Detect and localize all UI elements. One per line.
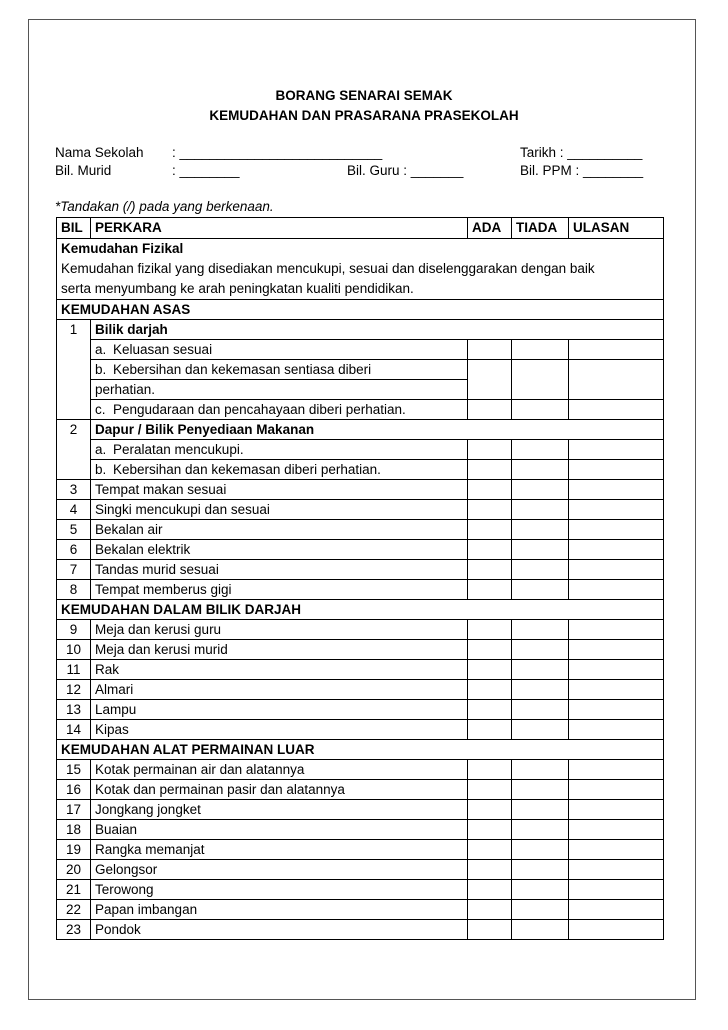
row-text: Tempat memberus gigi [91,580,468,600]
row-bil: 7 [57,560,91,580]
row-bil: 1 [57,320,91,420]
ulasan-cell[interactable] [569,400,664,420]
ulasan-cell[interactable] [569,880,664,900]
ulasan-cell[interactable] [569,860,664,880]
ada-cell[interactable] [468,620,512,640]
row-bil: 18 [57,820,91,840]
section-row [57,600,664,620]
ada-cell[interactable] [468,880,512,900]
ada-cell[interactable] [468,860,512,880]
row-text: Tempat makan sesuai [91,480,468,500]
tiada-cell[interactable] [512,860,569,880]
tiada-cell[interactable] [512,580,569,600]
nama-sekolah-label: Nama Sekolah [55,145,144,160]
sub-label: b. [95,462,107,477]
ada-cell[interactable] [468,640,512,660]
row-bil: 6 [57,540,91,560]
ada-cell[interactable] [468,480,512,500]
ada-cell[interactable] [468,680,512,700]
section-row [57,300,664,320]
section-permainan-luar: KEMUDAHAN ALAT PERMAINAN LUAR [57,740,664,760]
row-bil: 11 [57,660,91,680]
checklist-table [56,217,664,940]
tiada-cell[interactable] [512,400,569,420]
section-asas: KEMUDAHAN ASAS [57,300,664,320]
tiada-cell[interactable] [512,920,569,940]
table-row [57,640,664,660]
tiada-cell[interactable] [512,800,569,820]
sub-label: b. [95,362,107,377]
item-title: Bilik darjah [91,320,664,340]
ada-cell[interactable] [468,580,512,600]
row-text: Kipas [91,720,468,740]
row-bil: 8 [57,580,91,600]
ulasan-cell[interactable] [569,480,664,500]
tiada-cell[interactable] [512,680,569,700]
ada-cell[interactable] [468,460,512,480]
tiada-cell[interactable] [512,500,569,520]
table-row [57,860,664,880]
row-bil: 3 [57,480,91,500]
sub-item [91,400,468,420]
ulasan-cell[interactable] [569,460,664,480]
tiada-cell[interactable] [512,820,569,840]
ulasan-cell[interactable] [569,540,664,560]
sub-label: a. [95,442,107,457]
row-text: Rak [91,660,468,680]
tiada-cell[interactable] [512,460,569,480]
ada-cell[interactable] [468,800,512,820]
ulasan-cell[interactable] [569,620,664,640]
tiada-cell[interactable] [512,540,569,560]
row-bil: 10 [57,640,91,660]
sub-text: Kebersihan dan kekemasan sentiasa diberi [113,362,372,377]
table-row [57,820,664,840]
ada-cell[interactable] [468,780,512,800]
ada-cell[interactable] [468,900,512,920]
table-row [57,680,664,700]
row-text: Lampu [91,700,468,720]
ulasan-cell[interactable] [569,720,664,740]
table-row [57,580,664,600]
tiada-cell[interactable] [512,560,569,580]
table-row [57,400,664,420]
ada-cell[interactable] [468,540,512,560]
ulasan-cell[interactable] [569,840,664,860]
table-row [57,900,664,920]
fizikal-desc-2: serta menyumbang ke arah peningkatan kualiti pendidikan. [61,281,414,296]
ulasan-cell[interactable] [569,660,664,680]
sub-text: Kebersihan dan kekemasan diberi perhatian. [113,462,381,477]
row-text: Jongkang jongket [91,800,468,820]
ada-cell[interactable] [468,360,512,400]
row-text: Buaian [91,820,468,840]
table-row [57,460,664,480]
ada-cell[interactable] [468,760,512,780]
table-row [57,720,664,740]
instruction-note: *Tandakan (/) pada yang berkenaan. [55,199,274,214]
table-row [57,560,664,580]
ulasan-cell[interactable] [569,780,664,800]
nama-sekolah-field[interactable]: : ___________________________ [172,145,383,160]
ada-cell[interactable] [468,340,512,360]
header-row [57,218,664,239]
ada-cell[interactable] [468,500,512,520]
row-text: Papan imbangan [91,900,468,920]
row-text: Bekalan air [91,520,468,540]
ulasan-cell[interactable] [569,520,664,540]
header-ulasan: ULASAN [569,218,664,239]
row-text: Bekalan elektrik [91,540,468,560]
tiada-cell[interactable] [512,360,569,400]
table-row [57,880,664,900]
row-bil: 14 [57,720,91,740]
ulasan-cell[interactable] [569,900,664,920]
row-bil: 12 [57,680,91,700]
sub-text: Pengudaraan dan pencahayaan diberi perhatian. [113,402,406,417]
section-bilik-darjah: KEMUDAHAN DALAM BILIK DARJAH [57,600,664,620]
tarikh-field[interactable]: Tarikh : __________ [520,145,643,160]
sub-item [91,360,468,380]
form-title: BORANG SENARAI SEMAK [275,88,453,103]
ulasan-cell[interactable] [569,500,664,520]
table-row [57,440,664,460]
row-bil: 2 [57,420,91,480]
tiada-cell[interactable] [512,700,569,720]
row-bil: 19 [57,840,91,860]
sub-label: c. [95,402,106,417]
ulasan-cell[interactable] [569,360,664,400]
row-text: Kotak dan permainan pasir dan alatannya [91,780,468,800]
row-text: Gelongsor [91,860,468,880]
row-bil: 9 [57,620,91,640]
ada-cell[interactable] [468,920,512,940]
header-bil: BIL [57,218,91,239]
ada-cell[interactable] [468,820,512,840]
tiada-cell[interactable] [512,340,569,360]
tiada-cell[interactable] [512,880,569,900]
ulasan-cell[interactable] [569,800,664,820]
bil-guru-field[interactable]: Bil. Guru : _______ [347,163,464,178]
ulasan-cell[interactable] [569,700,664,720]
row-bil: 16 [57,780,91,800]
header-tiada: TIADA [512,218,569,239]
sub-text: Keluasan sesuai [113,342,213,357]
bil-ppm-field[interactable]: Bil. PPM : ________ [520,163,644,178]
ada-cell[interactable] [468,400,512,420]
table-row [57,760,664,780]
sub-item [91,460,468,480]
ulasan-cell[interactable] [569,440,664,460]
row-bil: 22 [57,900,91,920]
ulasan-cell[interactable] [569,920,664,940]
table-row [57,340,664,360]
table-row [57,780,664,800]
fizikal-row [57,239,664,300]
table-row [57,800,664,820]
row-bil: 20 [57,860,91,880]
table-row [57,660,664,680]
tiada-cell[interactable] [512,720,569,740]
bil-murid-field[interactable]: : ________ [172,163,240,178]
header-ada: ADA [468,218,512,239]
ulasan-cell[interactable] [569,580,664,600]
table-row [57,420,664,440]
fizikal-title: Kemudahan Fizikal [61,241,184,256]
tiada-cell[interactable] [512,440,569,460]
tiada-cell[interactable] [512,520,569,540]
row-text: Singki mencukupi dan sesuai [91,500,468,520]
tiada-cell[interactable] [512,480,569,500]
row-text: Meja dan kerusi guru [91,620,468,640]
row-text: Kotak permainan air dan alatannya [91,760,468,780]
ada-cell[interactable] [468,720,512,740]
bil-murid-label: Bil. Murid [55,163,112,178]
row-text: Tandas murid sesuai [91,560,468,580]
sub-text-cont: perhatian. [91,380,468,400]
row-text: Rangka memanjat [91,840,468,860]
tiada-cell[interactable] [512,900,569,920]
row-text: Terowong [91,880,468,900]
ulasan-cell[interactable] [569,760,664,780]
table-row [57,920,664,940]
tiada-cell[interactable] [512,640,569,660]
row-bil: 17 [57,800,91,820]
sub-label: a. [95,342,107,357]
ada-cell[interactable] [468,520,512,540]
header-perkara: PERKARA [91,218,468,239]
table-row [57,620,664,640]
table-row [57,700,664,720]
ulasan-cell[interactable] [569,820,664,840]
row-text: Pondok [91,920,468,940]
sub-text: Peralatan mencukupi. [113,442,244,457]
row-bil: 21 [57,880,91,900]
ada-cell[interactable] [468,560,512,580]
row-bil: 23 [57,920,91,940]
sub-item [91,440,468,460]
tiada-cell[interactable] [512,660,569,680]
table-row [57,520,664,540]
section-row [57,740,664,760]
ada-cell[interactable] [468,700,512,720]
ulasan-cell[interactable] [569,680,664,700]
tiada-cell[interactable] [512,840,569,860]
row-bil: 13 [57,700,91,720]
table-row [57,500,664,520]
table-row [57,840,664,860]
form-subtitle: KEMUDAHAN DAN PRASARANA PRASEKOLAH [209,108,519,123]
ada-cell[interactable] [468,440,512,460]
tiada-cell[interactable] [512,760,569,780]
row-text: Almari [91,680,468,700]
ada-cell[interactable] [468,840,512,860]
row-bil: 15 [57,760,91,780]
table-row [57,540,664,560]
ulasan-cell[interactable] [569,640,664,660]
sub-item [91,340,468,360]
fizikal-desc-1: Kemudahan fizikal yang disediakan mencukupi, sesuai dan diselenggarakan dengan baik [61,261,595,276]
tiada-cell[interactable] [512,780,569,800]
row-bil: 5 [57,520,91,540]
ulasan-cell[interactable] [569,340,664,360]
ada-cell[interactable] [468,660,512,680]
item-title: Dapur / Bilik Penyediaan Makanan [91,420,664,440]
table-row [57,360,664,380]
row-bil: 4 [57,500,91,520]
table-row [57,480,664,500]
row-text: Meja dan kerusi murid [91,640,468,660]
tiada-cell[interactable] [512,620,569,640]
table-row [57,320,664,340]
ulasan-cell[interactable] [569,560,664,580]
